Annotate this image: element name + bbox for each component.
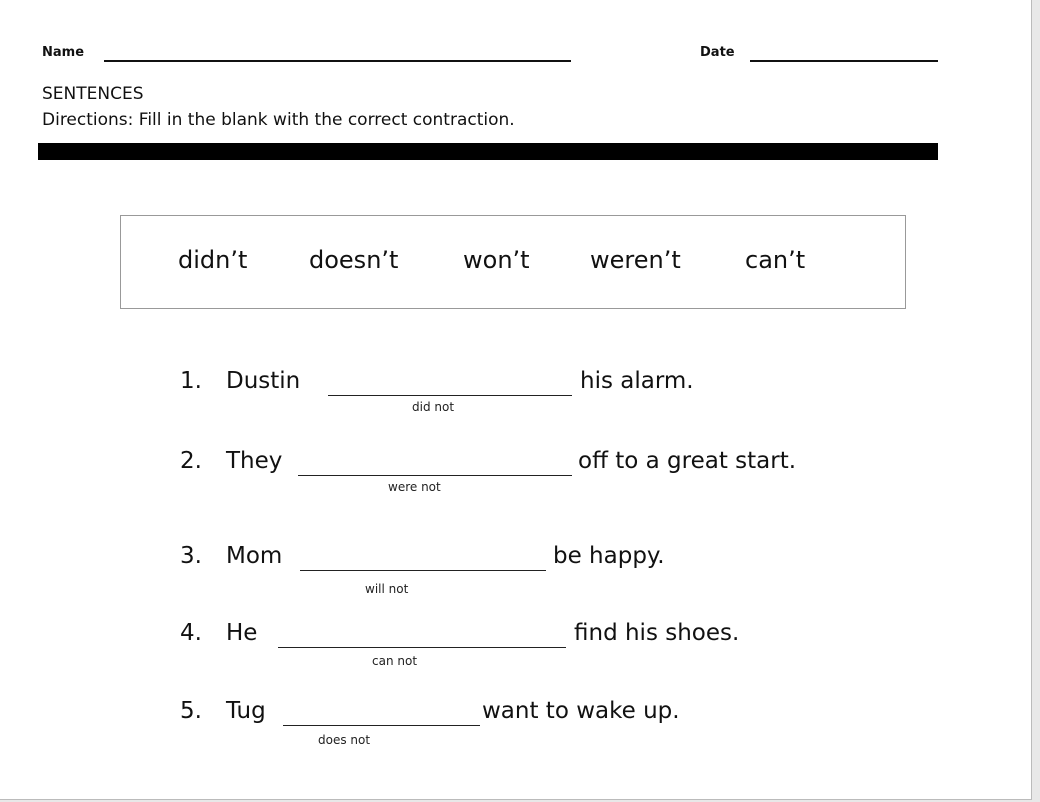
worksheet-title: SENTENCES <box>42 84 144 104</box>
name-label: Name <box>42 45 85 60</box>
item-number: 4. <box>180 620 202 646</box>
word-bank-item: weren’t <box>590 246 681 274</box>
answer-blank[interactable] <box>278 647 566 648</box>
item-number: 3. <box>180 543 202 569</box>
item-hint: were not <box>388 480 441 494</box>
item-number: 5. <box>180 698 202 724</box>
word-bank-item: doesn’t <box>309 246 399 274</box>
item-hint: did not <box>412 400 455 414</box>
item-number: 1. <box>180 368 202 394</box>
item-hint: will not <box>365 582 409 596</box>
date-label: Date <box>700 45 735 60</box>
answer-blank[interactable] <box>328 395 572 396</box>
word-bank-item: can’t <box>745 246 806 274</box>
directions: Directions: Fill in the blank with the correct contraction. <box>42 110 515 130</box>
answer-blank[interactable] <box>283 725 480 726</box>
item-after: want to wake up. <box>482 698 680 724</box>
item-before: They <box>226 448 283 474</box>
item-before: Mom <box>226 543 283 569</box>
item-before: Tug <box>226 698 266 724</box>
answer-blank[interactable] <box>300 570 546 571</box>
item-after: his alarm. <box>580 368 694 394</box>
item-hint: does not <box>318 733 371 747</box>
item-after: find his shoes. <box>574 620 740 646</box>
item-after: off to a great start. <box>578 448 797 474</box>
name-line <box>104 60 571 62</box>
word-bank-item: won’t <box>463 246 530 274</box>
word-bank <box>120 215 906 309</box>
item-number: 2. <box>180 448 202 474</box>
answer-blank[interactable] <box>298 475 572 476</box>
item-after: be happy. <box>553 543 665 569</box>
divider-bar <box>38 143 938 160</box>
item-hint: can not <box>372 654 418 668</box>
date-line <box>750 60 938 62</box>
word-bank-item: didn’t <box>178 246 248 274</box>
item-before: He <box>226 620 258 646</box>
item-before: Dustin <box>226 368 301 394</box>
